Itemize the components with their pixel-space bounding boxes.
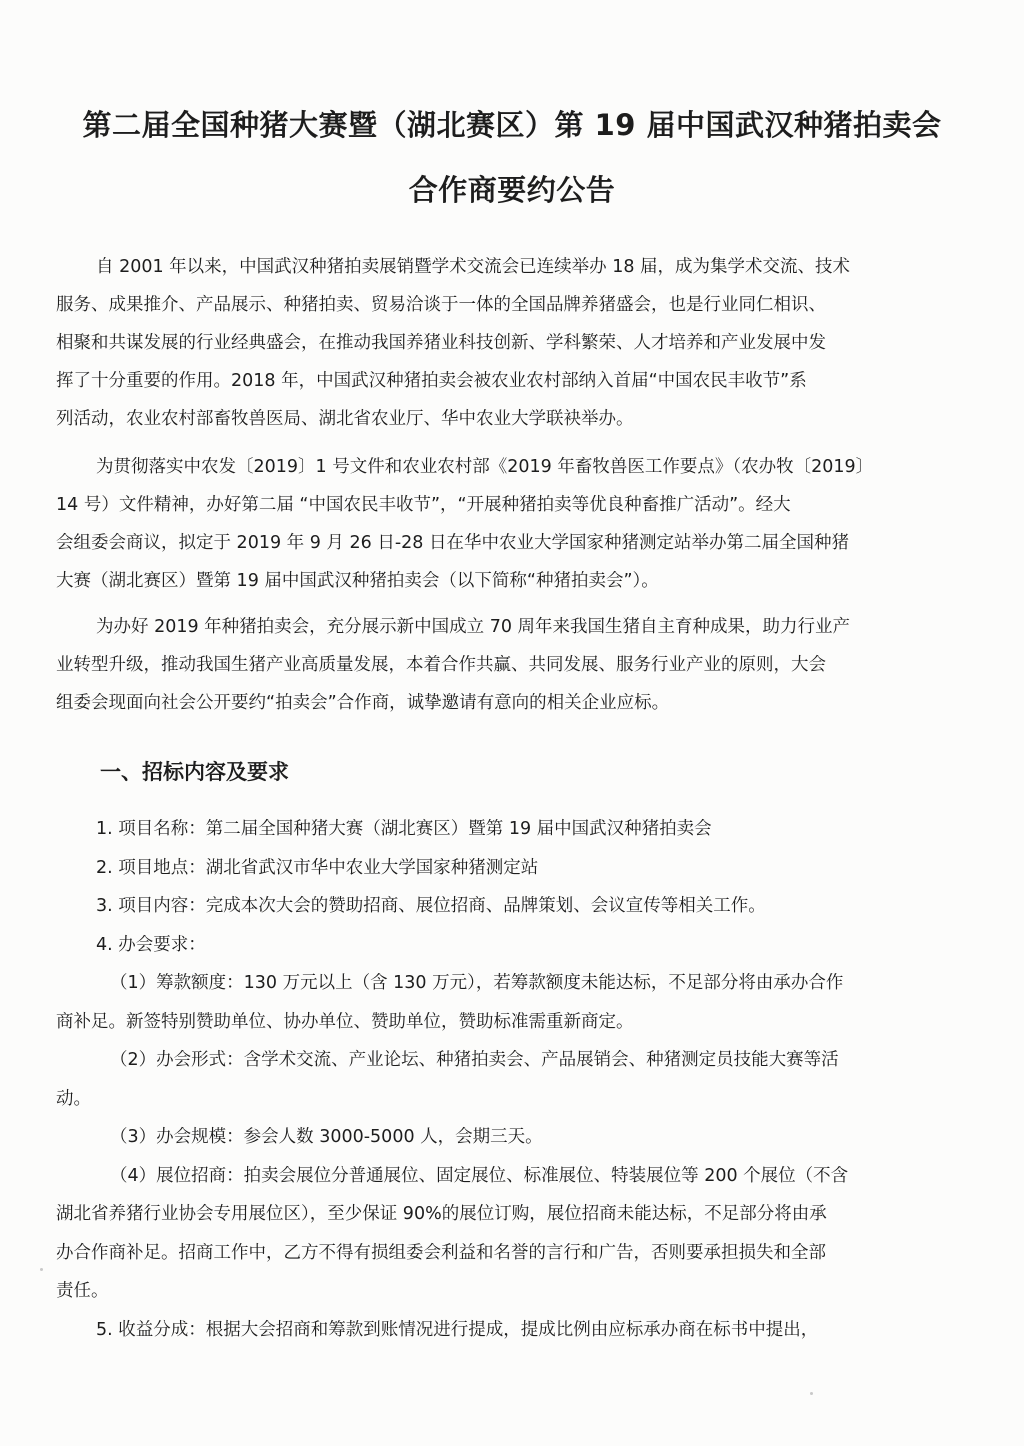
paragraph-line: 会组委会商议，拟定于 2019 年 9 月 26 日-28 日在华中农业大学国家种猪测定站举办第二届全国种猪 [56,533,849,553]
list-item-project-location: 2. 项目地点：湖北省武汉市华中农业大学国家种猪测定站 [96,857,539,878]
paragraph-line: 相聚和共谋发展的行业经典盛会，在推动我国养猪业科技创新、学科繁荣、人才培养和产业发展中发 [56,333,826,353]
paragraph-intro [56,248,960,438]
document-subtitle: 合作商要约公告 [408,173,616,207]
paragraph-line: 组委会现面向社会公开要约“拍卖会”合作商，诚挚邀请有意向的相关企业应标。 [56,693,670,713]
requirement-format-cont: 动。 [56,1088,91,1109]
requirement-booths: （4）展位招商：拍卖会展位分普通展位、固定展位、标准展位、特装展位等 200 个展位（不含 [110,1165,849,1186]
paragraph-line: 列活动，农业农村部畜牧兽医局、湖北省农业厅、华中农业大学联袂举办。 [56,409,634,429]
paragraph-line: 为办好 2019 年种猪拍卖会，充分展示新中国成立 70 周年来我国生猪自主育种成果，助力行业产 [96,617,851,637]
paragraph-line: 挥了十分重要的作用。2018 年，中国武汉种猪拍卖会被农业农村部纳入首届“中国农民丰收节”系 [56,371,807,391]
requirement-booths-cont: 湖北省养猪行业协会专用展位区），至少保证 90%的展位订购，展位招商未能达标，不足部分将由承 [56,1204,827,1224]
requirements-list [56,810,960,1349]
requirement-booths-cont: 责任。 [56,1281,109,1301]
paragraph-line: 为贯彻落实中农发〔2019〕1 号文件和农业农村部《2019 年畜牧兽医工作要点》（农办牧〔2019〕 [96,457,874,477]
list-item-project-name: 1. 项目名称：第二届全国种猪大赛（湖北赛区）暨第 19 届中国武汉种猪拍卖会 [96,819,712,839]
paragraph-invitation [56,608,960,722]
section-heading: 一、招标内容及要求 [100,760,289,784]
paragraph-line: 自 2001 年以来，中国武汉种猪拍卖展销暨学术交流会已连续举办 18 届，成为集学术交流、技术 [96,257,851,277]
requirement-scale: （3）办会规模：参会人数 3000-5000 人，会期三天。 [110,1127,543,1147]
list-item-requirements: 4. 办会要求： [96,934,206,955]
requirement-format: （2）办会形式：含学术交流、产业论坛、种猪拍卖会、产品展销会、种猪测定员技能大赛等活 [110,1050,839,1070]
paragraph-policy [56,448,960,600]
scan-speck [810,1392,813,1395]
paragraph-line: 业转型升级，推动我国生猪产业高质量发展，本着合作共赢、共同发展、服务行业产业的原则，大会 [56,655,826,675]
paragraph-line: 14 号）文件精神，办好第二届 “中国农民丰收节”，“开展种猪拍卖等优良种畜推广活动”。经大 [56,495,791,515]
list-item-revenue-share: 5. 收益分成：根据大会招商和筹款到账情况进行提成，提成比例由应标承办商在标书中提出， [96,1319,819,1340]
scan-speck [40,1268,43,1271]
requirement-funding: （1）筹款额度：130 万元以上（含 130 万元），若筹款额度未能达标，不足部分将由承办合作 [110,973,844,993]
paragraph-line: 大赛（湖北赛区）暨第 19 届中国武汉种猪拍卖会（以下简称“种猪拍卖会”）。 [56,571,659,591]
paragraph-line: 服务、成果推介、产品展示、种猪拍卖、贸易洽谈于一体的全国品牌养猪盛会，也是行业同仁相识、 [56,295,826,315]
requirement-funding-cont: 商补足。新签特别赞助单位、协办单位、赞助单位，赞助标准需重新商定。 [56,1011,634,1032]
requirement-booths-cont: 办合作商补足。招商工作中，乙方不得有损组委会利益和名誉的言行和广告，否则要承担损失和全部 [56,1242,826,1263]
document-title: 第二届全国种猪大赛暨（湖北赛区）第 19 届中国武汉种猪拍卖会 [82,108,942,142]
list-item-project-content: 3. 项目内容：完成本次大会的赞助招商、展位招商、品牌策划、会议宣传等相关工作。 [96,896,766,916]
